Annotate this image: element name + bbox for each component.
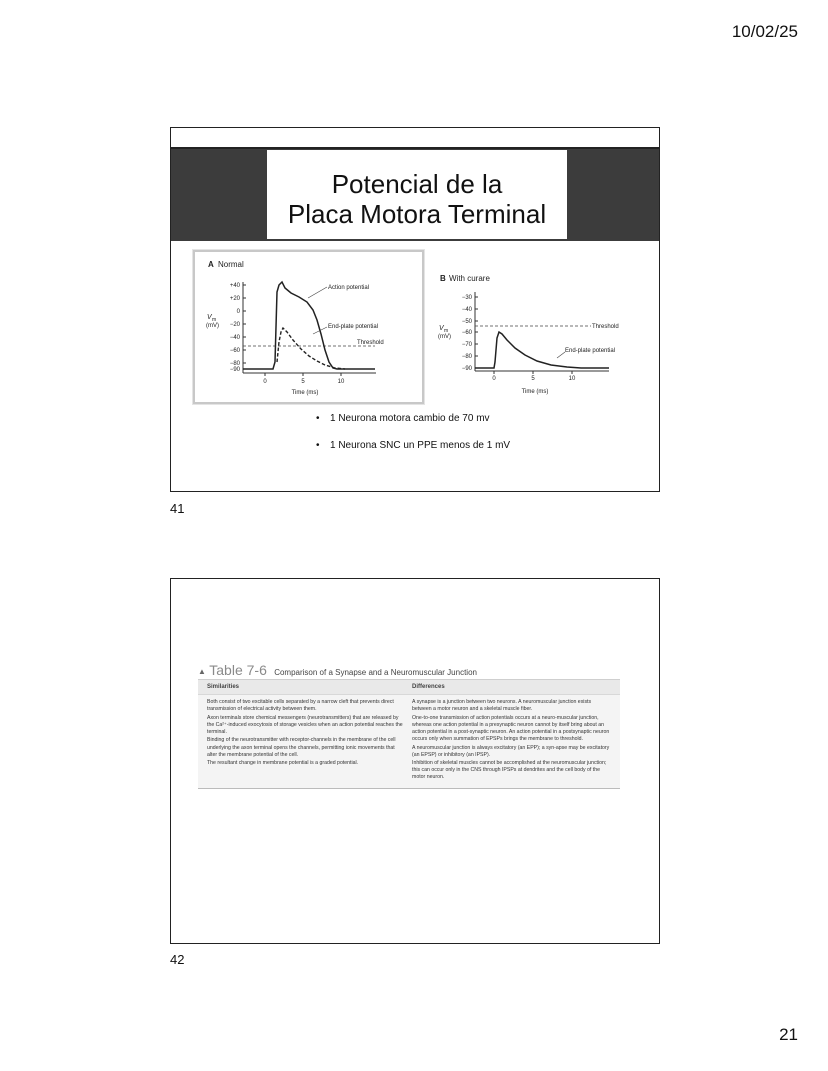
y-tick-label: 0 bbox=[236, 309, 240, 315]
figure-b-panel-label: B bbox=[440, 274, 446, 283]
header-differences: Differences bbox=[412, 684, 445, 690]
x-tick-label: 10 bbox=[568, 376, 576, 382]
page-date: 10/02/25 bbox=[731, 22, 798, 41]
x-tick-label: 0 bbox=[263, 379, 267, 385]
end-plate-pointer bbox=[557, 352, 565, 358]
similarity-item: Binding of the neurotransmitter with receptor-channels in the membrane of the cell underlying the axon terminal opens the channels, permitting ionic movements that alter the membrane potential of the cell. bbox=[207, 737, 396, 758]
header-similarities: Similarities bbox=[207, 684, 240, 690]
figure-a-x-ticks bbox=[263, 373, 345, 385]
figure-a-chart bbox=[195, 252, 422, 402]
page-number: 21 bbox=[779, 1025, 798, 1044]
bullet-dot: • bbox=[316, 413, 320, 424]
slide-title bbox=[267, 150, 567, 239]
x-tick-label: 5 bbox=[301, 379, 305, 385]
title-line-1: Potencial de la bbox=[331, 169, 503, 199]
y-tick-label: −70 bbox=[461, 342, 472, 348]
y-tick-label: −40 bbox=[229, 335, 240, 341]
similarity-item: Both consist of two excitable cells separated by a narrow cleft that prevents direct transmission of electrical activity between them. bbox=[207, 699, 394, 713]
x-tick-label: 0 bbox=[492, 376, 496, 382]
y-tick-label: −90 bbox=[461, 366, 472, 372]
bullet-item bbox=[316, 413, 510, 440]
difference-item: A synapse is a junction between two neurons. A neuromuscular junction exists between a motor neuron and a skeletal muscle fiber. bbox=[412, 699, 592, 713]
slide-number: 42 bbox=[170, 952, 185, 967]
figure-a-y-ticks bbox=[230, 283, 246, 373]
table-body bbox=[198, 695, 620, 789]
x-tick-label: 10 bbox=[337, 379, 345, 385]
y-tick-label: −20 bbox=[229, 322, 240, 328]
threshold-label: Threshold bbox=[592, 324, 619, 330]
title-line-2: Placa Motora Terminal bbox=[287, 199, 547, 229]
table-title: Comparison of a Synapse and a Neuromuscular Junction bbox=[274, 668, 477, 677]
y-tick-label: −80 bbox=[229, 361, 240, 367]
similarity-item: Axon terminals store chemical messengers (neurotransmitters) that are released by the Ca²⁺-induced exocytosis of storage vesicles when an action potential reaches the terminal. bbox=[207, 714, 403, 735]
figure-b-y-ticks bbox=[462, 295, 478, 372]
figure-b-x-ticks bbox=[492, 371, 576, 382]
bullet-text: 1 Neurona motora cambio de 70 mv bbox=[330, 413, 490, 424]
similarities-column bbox=[198, 699, 407, 783]
figure-b-chart bbox=[429, 266, 654, 401]
y-tick-label: −60 bbox=[461, 330, 472, 336]
action-potential-label: Action potential bbox=[328, 285, 370, 291]
similarity-item: The resultant change in membrane potential is a graded potential. bbox=[207, 760, 359, 767]
differences-column bbox=[407, 699, 620, 783]
bullet-text: 1 Neurona SNC un PPE menos de 1 mV bbox=[330, 440, 511, 451]
caption-arrow-icon: ▲ bbox=[198, 667, 206, 676]
difference-item: Inhibition of skeletal muscles cannot be accomplished at the neuromuscular junction; this can occur only in the CNS through IPSPs at dendrites and the cell body of the motor neuron. bbox=[412, 760, 607, 781]
bullet-item bbox=[316, 440, 510, 467]
difference-item: One-to-one transmission of action potentials occurs at a neuro-muscular junction, whereas one action potential in a presynaptic neuron cannot by itself bring about an action potential in a post-synaptic neuron. An action potential in a postsynaptic neuron occurs only when summation of EPSPs brings the membrane to threshold. bbox=[412, 714, 610, 742]
end-plate-label: End-plate potential bbox=[565, 348, 616, 354]
y-tick-label: +40 bbox=[229, 283, 240, 289]
x-tick-label: 5 bbox=[531, 376, 535, 382]
y-tick-label: +20 bbox=[229, 296, 240, 302]
end-plate-label: End-plate potential bbox=[328, 324, 379, 330]
figure-a-frame bbox=[193, 250, 424, 404]
y-tick-label: −40 bbox=[461, 307, 472, 313]
table-header-row bbox=[198, 680, 620, 695]
table-label: Table 7-6 bbox=[209, 662, 267, 678]
action-potential-pointer bbox=[308, 287, 327, 298]
figure-b-ylabel: V bbox=[439, 325, 444, 332]
y-tick-label: −50 bbox=[461, 319, 472, 325]
threshold-label: Threshold bbox=[357, 340, 384, 346]
figure-a-ylabel: V bbox=[207, 314, 212, 321]
figure-a-xlabel: Time (ms) bbox=[291, 390, 319, 396]
figure-b-panel-title: With curare bbox=[449, 274, 490, 283]
difference-item: A neuromuscular junction is always excitatory (an EPP); a syn-apse may be excitatory (an EPSP) or inhibitory (an IPSP). bbox=[412, 744, 610, 758]
y-tick-label: −90 bbox=[229, 367, 240, 373]
figure-a-ylabel-sub: m bbox=[212, 317, 217, 323]
slide-number: 41 bbox=[170, 501, 185, 516]
figure-b-ylabel-sub: m bbox=[444, 328, 449, 334]
slide-42 bbox=[170, 578, 660, 944]
figure-b-ylabel-unit: (mV) bbox=[438, 334, 451, 340]
bullet-list bbox=[316, 413, 510, 467]
bullet-dot: • bbox=[316, 440, 320, 451]
figure-a-ylabel-unit: (mV) bbox=[206, 323, 219, 329]
table-caption bbox=[198, 662, 620, 680]
figure-a-panel-title: Normal bbox=[218, 260, 244, 269]
comparison-table bbox=[198, 662, 620, 789]
slide-41 bbox=[170, 127, 660, 492]
figure-a-panel-label: A bbox=[208, 260, 214, 269]
y-tick-label: −60 bbox=[229, 348, 240, 354]
figure-b-xlabel: Time (ms) bbox=[521, 389, 549, 395]
y-tick-label: −30 bbox=[461, 295, 472, 301]
y-tick-label: −80 bbox=[461, 354, 472, 360]
end-plate-potential-trace bbox=[277, 328, 345, 369]
